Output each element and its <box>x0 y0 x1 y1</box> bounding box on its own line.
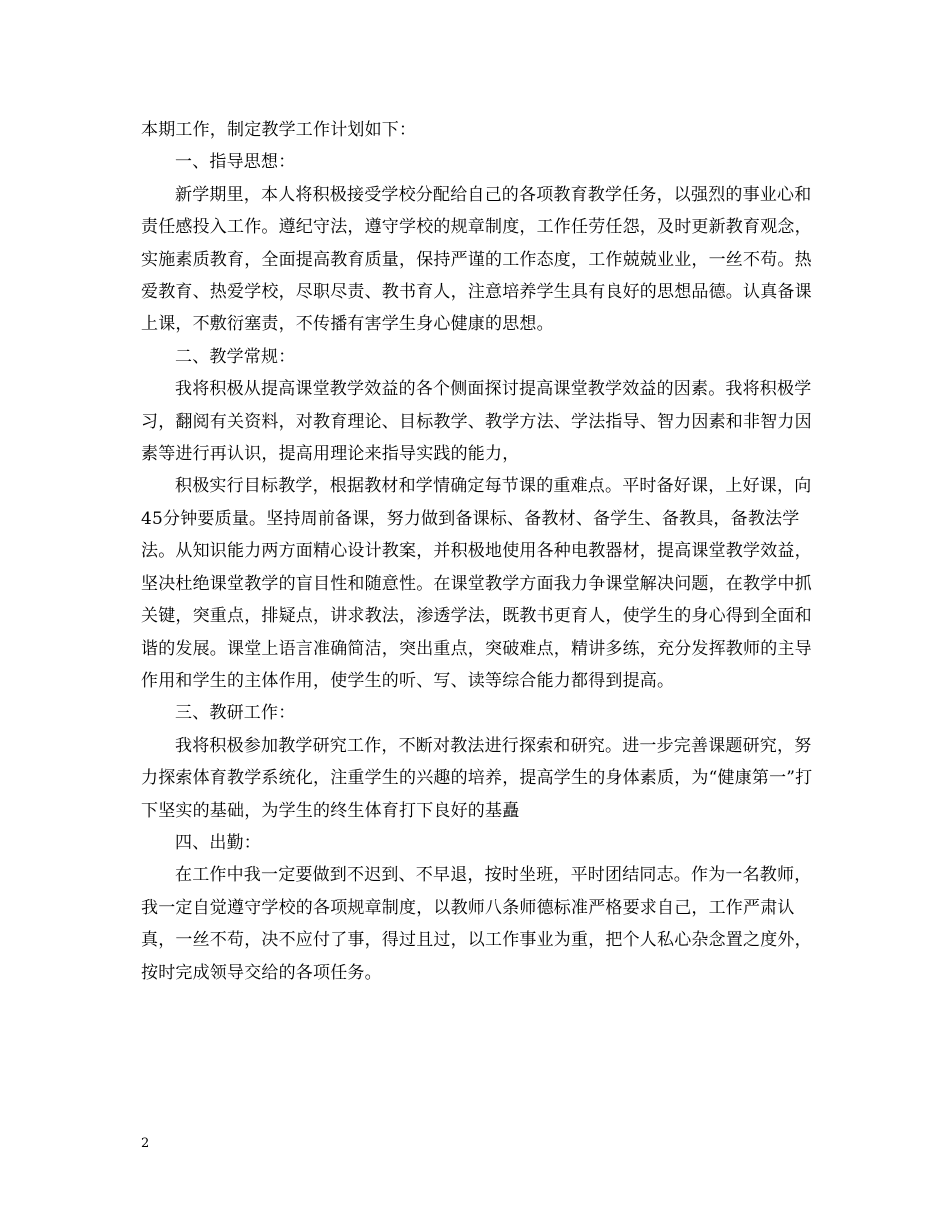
intro-paragraph: 本期工作，制定教学工作计划如下： <box>141 120 417 140</box>
paragraph-teaching-routine-2: 积极实行目标教学，根据教材和学情确定每节课的重难点。平时备好课，上好课，向45分钟要质量。坚持周前备课，努力做到备课标、备教材、备学生、备教具，备教法学法。从知识能力两方面精心设计教案，并积极地使用各种电教器材，提高课堂教学效益，坚决杜绝课堂教学的盲目性和随意性。在课堂教学方面我力争课堂解决问题，在教学中抓关键，突重点，排疑点，讲求教法，渗透学法，既教书更育人，使学生的身心得到全面和谐的发展。课堂上语言准确简洁，突出重点，突破难点，精讲多练，充分发挥教师的主导作用和学生的主体作用，使学生的听、写、读等综合能力都得到提高。 <box>141 476 812 691</box>
page-number: 2 <box>141 1136 150 1151</box>
heading-attendance: 四、出勤： <box>175 832 261 853</box>
paragraph-guiding-ideology: 新学期里，本人将积极接受学校分配给自己的各项教育教学任务，以强烈的事业心和责任感投入工作。遵纪守法，遵守学校的规章制度，工作任劳任怨，及时更新教育观念，实施素质教育，全面提高教育质量，保持严谨的工作态度，工作兢兢业业，一丝不苟。热爱教育、热爱学校，尽职尽责、教书育人，注意培养学生具有良好的思想品德。认真备课上课，不敷衍塞责，不传播有害学生身心健康的思想。 <box>141 184 812 335</box>
heading-guiding-ideology: 一、指导思想： <box>175 152 296 173</box>
document-body <box>141 114 821 989</box>
heading-teaching-research: 三、教研工作： <box>175 703 296 724</box>
paragraph-teaching-routine-1: 我将积极从提高课堂教学效益的各个侧面探讨提高课堂教学效益的因素。我将积极学习，翻阅有关资料，对教育理论、目标教学、教学方法、学法指导、智力因素和非智力因素等进行再认识，提高用理论来指导实践的能力， <box>141 379 812 465</box>
paragraph-teaching-research: 我将积极参加教学研究工作，不断对教法进行探索和研究。进一步完善课题研究，努力探索体育教学系统化，注重学生的兴趣的培养，提高学生的身体素质，为“健康第一”打下坚实的基础，为学生的终生体育打下良好的基矗 <box>141 735 813 821</box>
paragraph-attendance: 在工作中我一定要做到不迟到、不早退，按时坐班，平时团结同志。作为一名教师，我一定自觉遵守学校的各项规章制度，以教师八条师德标准严格要求自己，工作严肃认真，一丝不苟，决不应付了事，得过且过，以工作事业为重，把个人私心杂念置之度外，按时完成领导交给的各项任务。 <box>141 865 812 983</box>
heading-teaching-routine: 二、教学常规： <box>175 346 296 367</box>
